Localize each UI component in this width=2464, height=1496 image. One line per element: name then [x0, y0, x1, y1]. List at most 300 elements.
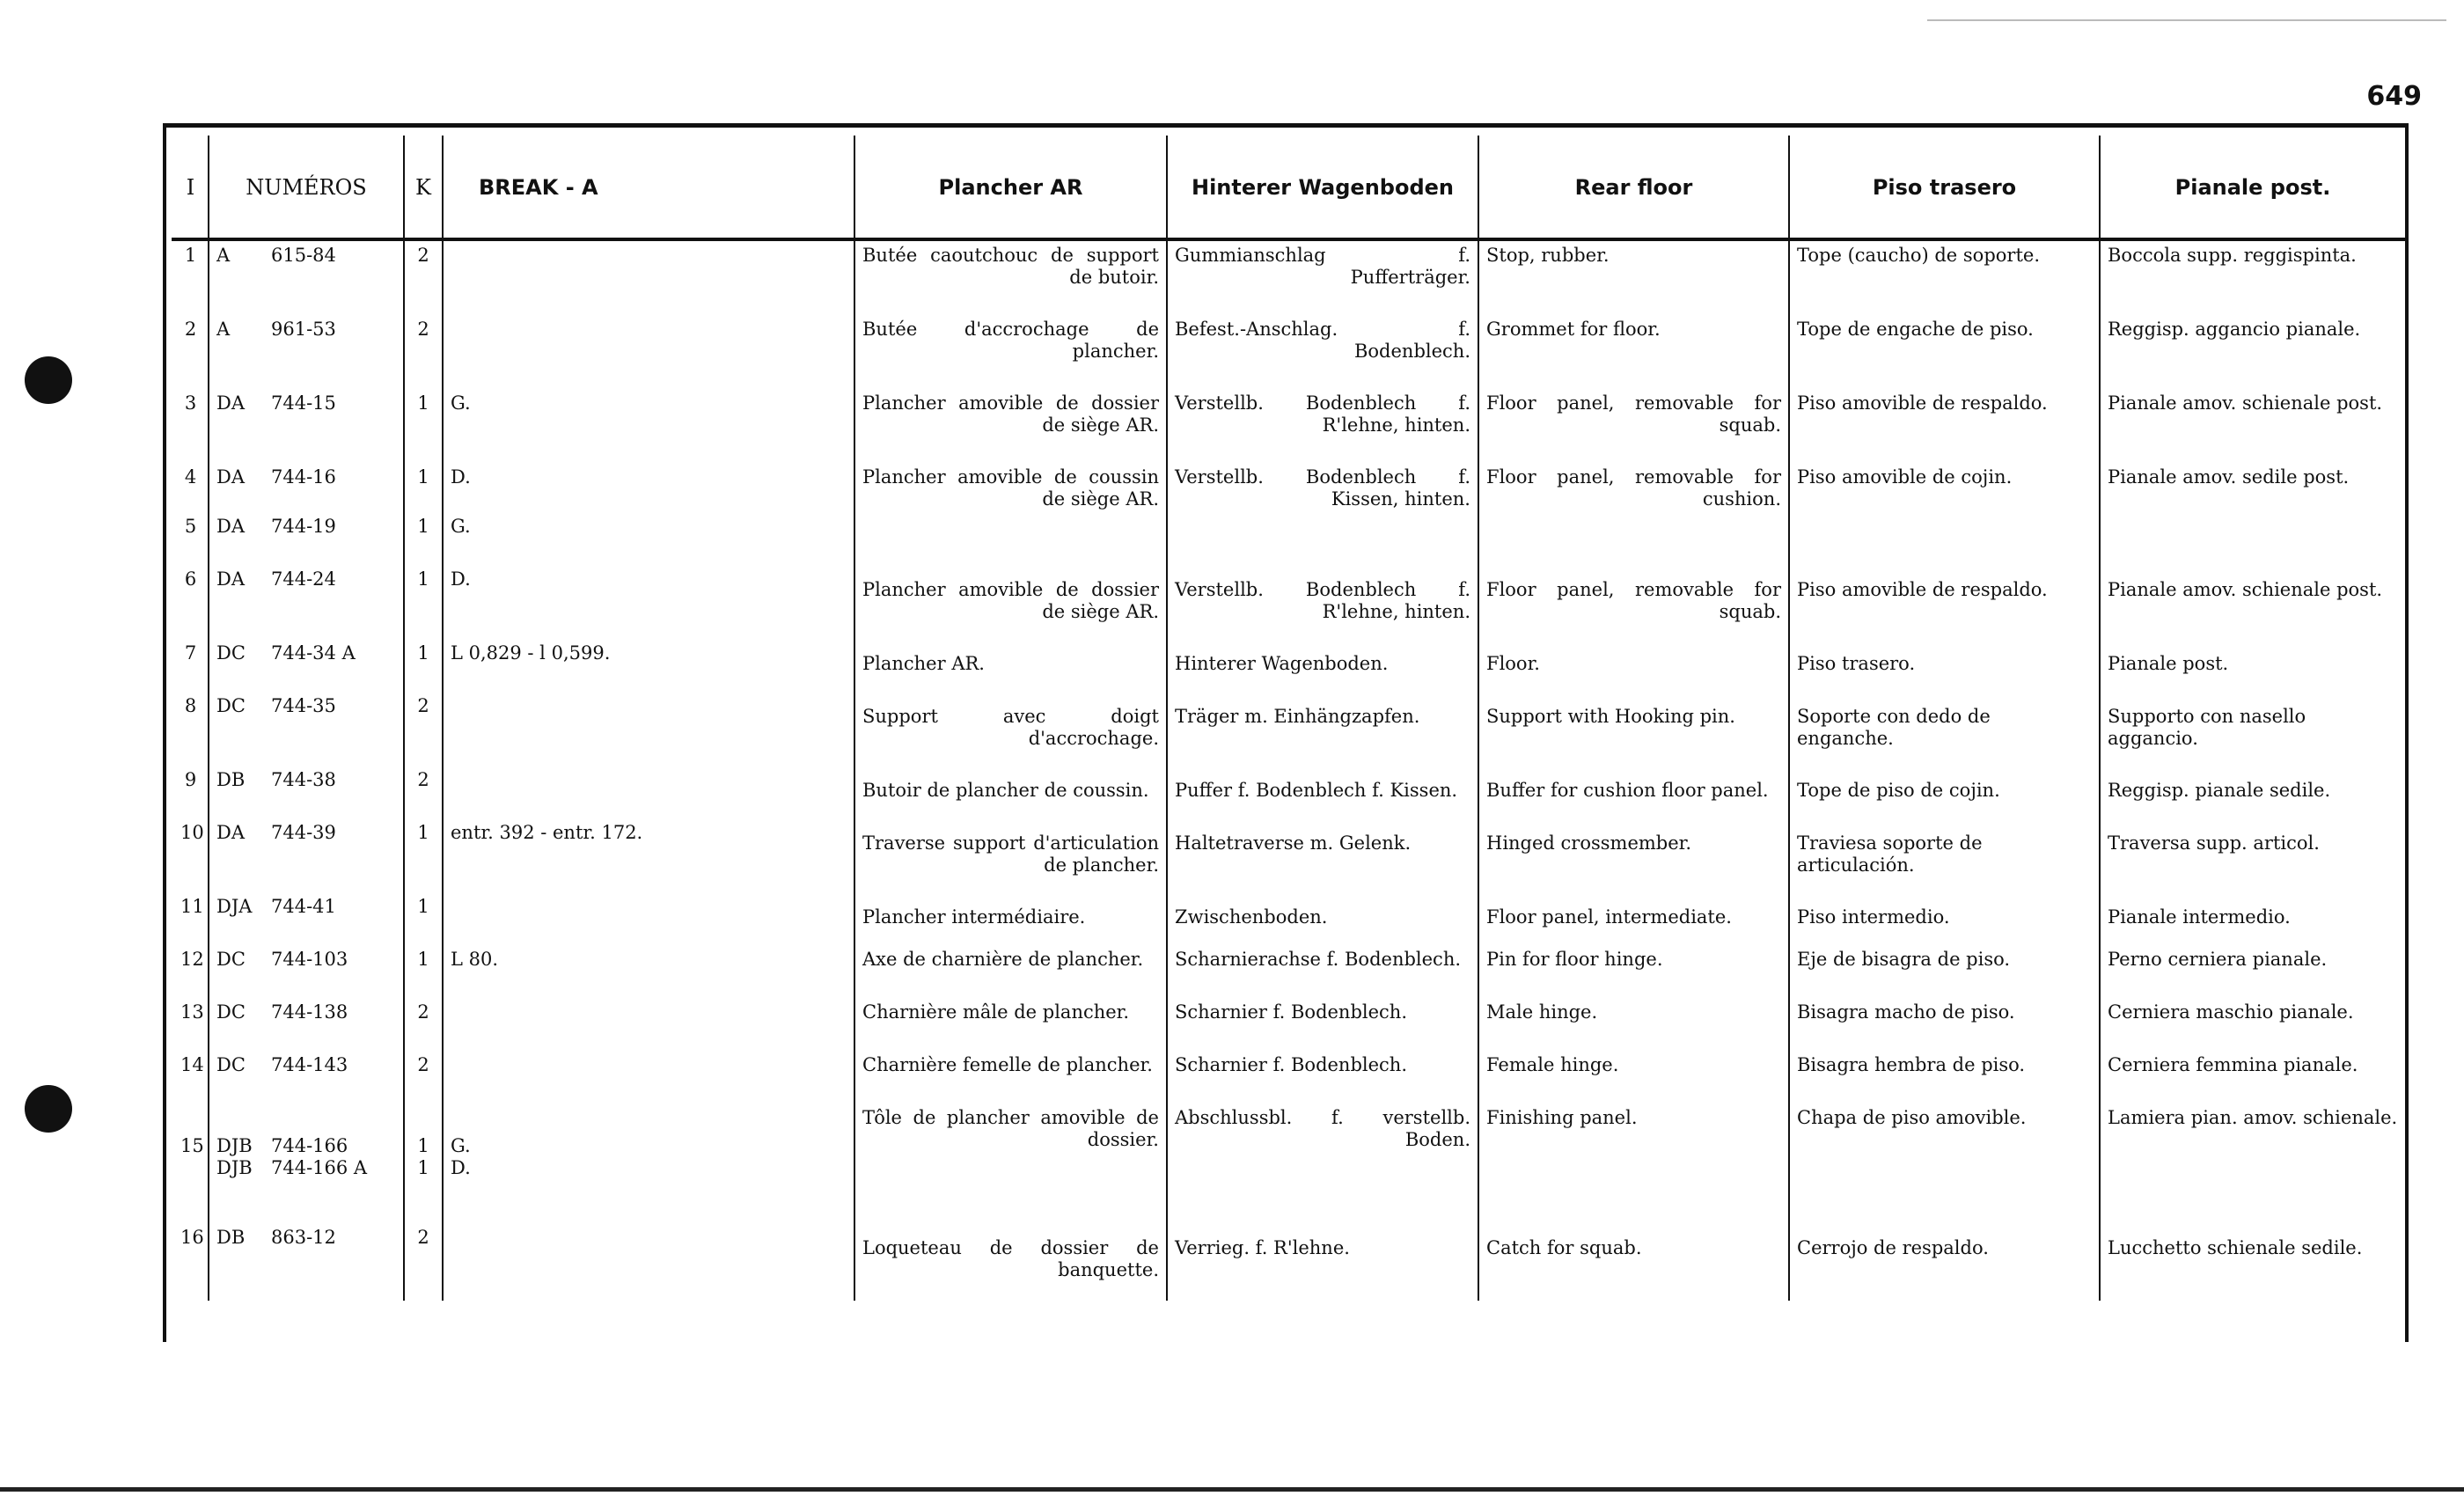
part-number: 744-143 — [271, 1054, 348, 1075]
french-line-1: Plancher AR. — [862, 653, 985, 674]
spanish-text: Bisagra hembra de piso. — [1797, 1054, 2026, 1075]
table-row — [173, 563, 2405, 637]
part-number: 961-53 — [271, 319, 336, 340]
cell-part-number — [209, 891, 404, 943]
spanish-text: Traviesa soporte de articulación. — [1797, 832, 1983, 876]
french-line-1: Plancher amovible de dossier — [862, 579, 1159, 600]
french-line-1: Loqueteau de dossier de — [862, 1237, 1159, 1258]
cell-part-number — [209, 996, 404, 1049]
cell-index — [173, 563, 209, 637]
cell-english — [1478, 1221, 1789, 1301]
cell-index — [173, 239, 209, 313]
german-line-1: Puffer f. Bodenblech f. Kissen. — [1175, 780, 1458, 801]
cell-english — [1478, 510, 1789, 563]
cell-german — [1167, 996, 1478, 1049]
italian-text: Cerniera femmina pianale. — [2108, 1054, 2358, 1075]
quantity: 1 — [417, 1135, 429, 1156]
english-line-1: Support with Hooking pin. — [1486, 706, 1735, 727]
row-index: 2 — [184, 319, 197, 340]
quantity: 1 — [417, 822, 429, 843]
cell-model-note — [443, 239, 854, 313]
english-line-1: Female hinge. — [1486, 1054, 1619, 1075]
cell-spanish — [1789, 690, 2100, 764]
cell-part-number — [209, 313, 404, 387]
part-prefix: DJB — [216, 1157, 253, 1178]
cell-quantity — [404, 690, 443, 764]
part-number: 744-19 — [271, 516, 336, 537]
cell-french — [854, 510, 1167, 563]
cell-spanish — [1789, 563, 2100, 637]
cell-index — [173, 1221, 209, 1301]
cell-part-number — [209, 764, 404, 817]
spanish-text: Tope de piso de cojin. — [1797, 780, 2000, 801]
part-prefix: DJB — [216, 1135, 253, 1156]
french-line-2: dossier. — [1087, 1129, 1159, 1150]
row-index: 5 — [184, 516, 197, 537]
quantity: 1 — [417, 949, 429, 970]
cell-quantity — [404, 943, 443, 996]
cell-index — [173, 817, 209, 891]
cell-english — [1478, 996, 1789, 1049]
spanish-text: Piso amovible de respaldo. — [1797, 392, 2048, 414]
german-line-2: R'lehne, hinten. — [1322, 414, 1470, 436]
cell-english — [1478, 891, 1789, 943]
italian-text: Perno cerniera pianale. — [2108, 949, 2328, 970]
model-note: G. — [451, 1135, 471, 1156]
german-line-1: Gummianschlag f. — [1175, 245, 1470, 266]
italian-text: Reggisp. pianale sedile. — [2108, 780, 2331, 801]
row-spacer — [180, 1107, 201, 1135]
cell-model-note — [443, 1221, 854, 1301]
row-index: 6 — [184, 568, 197, 590]
german-line-1: Haltetraverse m. Gelenk. — [1175, 832, 1412, 854]
table-row — [173, 764, 2405, 817]
cell-part-number — [209, 387, 404, 461]
cell-spanish — [1789, 996, 2100, 1049]
cell-italian — [2100, 690, 2405, 764]
cell-quantity — [404, 817, 443, 891]
cell-german — [1167, 891, 1478, 943]
cell-english — [1478, 1102, 1789, 1221]
part-prefix: A — [216, 319, 231, 340]
spanish-text: Bisagra macho de piso. — [1797, 1001, 2015, 1023]
french-line-2: de siège AR. — [1042, 414, 1159, 436]
table-row — [173, 387, 2405, 461]
cell-german — [1167, 510, 1478, 563]
german-line-2: Boden. — [1404, 1129, 1470, 1150]
row-index: 4 — [184, 466, 197, 488]
german-line-1: Verstellb. Bodenblech f. — [1175, 392, 1470, 414]
model-note: G. — [451, 392, 471, 414]
cell-part-number — [209, 1049, 404, 1102]
french-line-1: Plancher amovible de dossier — [862, 392, 1159, 414]
quantity: 2 — [417, 245, 429, 266]
cell-german — [1167, 1221, 1478, 1301]
german-line-1: Abschlussbl. f. verstellb. — [1175, 1107, 1470, 1128]
cell-quantity — [404, 313, 443, 387]
spanish-text: Tope de engache de piso. — [1797, 319, 2034, 340]
cell-spanish — [1789, 943, 2100, 996]
english-line-1: Floor panel, intermediate. — [1486, 906, 1732, 928]
table-row — [173, 461, 2405, 510]
quantity: 1 — [417, 642, 429, 664]
cell-german — [1167, 563, 1478, 637]
cell-french — [854, 891, 1167, 943]
cell-german — [1167, 817, 1478, 891]
french-line-2: plancher. — [1072, 341, 1159, 362]
cell-index — [173, 996, 209, 1049]
cell-italian — [2100, 239, 2405, 313]
cell-quantity — [404, 239, 443, 313]
cell-german — [1167, 313, 1478, 387]
cell-french — [854, 461, 1167, 510]
cell-italian — [2100, 996, 2405, 1049]
french-line-1: Plancher intermédiaire. — [862, 906, 1086, 928]
cell-model-note — [443, 313, 854, 387]
cell-english — [1478, 313, 1789, 387]
cell-french — [854, 996, 1167, 1049]
part-number: 615-84 — [271, 245, 336, 266]
cell-quantity — [404, 510, 443, 563]
cell-quantity — [404, 387, 443, 461]
cell-german — [1167, 387, 1478, 461]
cell-french — [854, 764, 1167, 817]
cell-german — [1167, 1102, 1478, 1221]
table-row — [173, 996, 2405, 1049]
table-row — [173, 943, 2405, 996]
part-prefix: DA — [216, 822, 246, 843]
quantity: 2 — [417, 1054, 429, 1075]
part-prefix: DA — [216, 516, 246, 537]
french-line-2: de siège AR. — [1042, 488, 1159, 510]
german-line-1: Scharnier f. Bodenblech. — [1175, 1001, 1408, 1023]
row-spacer — [412, 1107, 435, 1135]
spanish-text: Piso amovible de respaldo. — [1797, 579, 2048, 600]
french-line-2: d'accrochage. — [1028, 728, 1159, 749]
french-line-1: Charnière mâle de plancher. — [862, 1001, 1130, 1023]
cell-index — [173, 510, 209, 563]
cell-german — [1167, 461, 1478, 510]
cell-spanish — [1789, 510, 2100, 563]
german-line-2: Kissen, hinten. — [1331, 488, 1470, 510]
cell-italian — [2100, 891, 2405, 943]
model-note: G. — [451, 516, 471, 537]
cell-italian — [2100, 461, 2405, 510]
italian-text: Supporto con nasello aggancio. — [2108, 706, 2306, 749]
row-index: 3 — [184, 392, 197, 414]
cell-english — [1478, 943, 1789, 996]
german-line-1: Zwischenboden. — [1175, 906, 1328, 928]
page-number: 649 — [2366, 81, 2422, 112]
cell-quantity — [404, 1049, 443, 1102]
cell-model-note — [443, 764, 854, 817]
spanish-text: Piso amovible de cojin. — [1797, 466, 2013, 488]
part-number: 744-138 — [271, 1001, 348, 1023]
italian-text: Pianale amov. schienale post. — [2108, 579, 2383, 600]
cell-english — [1478, 817, 1789, 891]
cell-english — [1478, 764, 1789, 817]
cell-spanish — [1789, 1049, 2100, 1102]
quantity: 1 — [417, 466, 429, 488]
cell-spanish — [1789, 637, 2100, 690]
cell-model-note — [443, 943, 854, 996]
quantity: 1 — [417, 516, 429, 537]
col-header-index: I — [186, 175, 195, 200]
english-line-1: Male hinge. — [1486, 1001, 1598, 1023]
part-number: 744-34 A — [271, 642, 356, 664]
cell-spanish — [1789, 461, 2100, 510]
french-line-2: de butoir. — [1069, 267, 1159, 288]
cell-french — [854, 563, 1167, 637]
english-line-1: Grommet for floor. — [1486, 319, 1661, 340]
quantity: 2 — [417, 769, 429, 790]
english-line-1: Floor panel, removable for — [1486, 579, 1781, 600]
part-prefix: DC — [216, 642, 246, 664]
italian-text: Traversa supp. articol. — [2108, 832, 2320, 854]
cell-german — [1167, 764, 1478, 817]
row-index: 11 — [180, 896, 204, 917]
german-line-2: R'lehne, hinten. — [1322, 601, 1470, 622]
bottom-edge-line — [0, 1487, 2464, 1492]
italian-text: Reggisp. aggancio pianale. — [2108, 319, 2361, 340]
french-line-2: de plancher. — [1044, 854, 1159, 876]
french-line-1: Plancher amovible de coussin — [862, 466, 1159, 488]
part-prefix: DC — [216, 949, 246, 970]
cell-quantity — [404, 461, 443, 510]
quantity: 1 — [417, 896, 429, 917]
cell-quantity — [404, 1102, 443, 1221]
part-prefix: DA — [216, 466, 246, 488]
part-prefix: DC — [216, 1001, 246, 1023]
english-line-1: Pin for floor hinge. — [1486, 949, 1663, 970]
row-index: 1 — [184, 245, 197, 266]
part-prefix: A — [216, 245, 231, 266]
table-row — [173, 313, 2405, 387]
cell-index — [173, 690, 209, 764]
part-number: 744-15 — [271, 392, 336, 414]
cell-french — [854, 943, 1167, 996]
french-line-1: Axe de charnière de plancher. — [862, 949, 1144, 970]
cell-model-note — [443, 387, 854, 461]
cell-italian — [2100, 817, 2405, 891]
cell-german — [1167, 690, 1478, 764]
row-index: 12 — [180, 949, 204, 970]
spanish-text: Cerrojo de respaldo. — [1797, 1237, 1989, 1258]
quantity: 1 — [417, 568, 429, 590]
cell-model-note — [443, 891, 854, 943]
cell-part-number — [209, 943, 404, 996]
row-index: 10 — [180, 822, 204, 843]
cell-index — [173, 891, 209, 943]
col-header-numbers: NUMÉROS — [209, 136, 404, 239]
model-note: L 80. — [451, 949, 499, 970]
part-prefix: DA — [216, 392, 246, 414]
cell-spanish — [1789, 764, 2100, 817]
french-line-1: Charnière femelle de plancher. — [862, 1054, 1153, 1075]
row-index: 8 — [184, 695, 197, 716]
part-number: 744-38 — [271, 769, 336, 790]
cell-part-number — [209, 510, 404, 563]
cell-model-note — [443, 637, 854, 690]
english-line-2: cushion. — [1702, 488, 1781, 510]
part-number: 744-39 — [271, 822, 336, 843]
col-header-english: Rear floor — [1478, 136, 1789, 239]
cell-spanish — [1789, 239, 2100, 313]
cell-italian — [2100, 1049, 2405, 1102]
quantity: 2 — [417, 1227, 429, 1248]
part-number: 744-166 A — [271, 1157, 368, 1178]
table-row — [173, 239, 2405, 313]
cell-french — [854, 313, 1167, 387]
german-line-1: Verstellb. Bodenblech f. — [1175, 466, 1470, 488]
cell-german — [1167, 943, 1478, 996]
french-line-1: Butée d'accrochage de — [862, 319, 1159, 340]
quantity: 2 — [417, 695, 429, 716]
cell-english — [1478, 563, 1789, 637]
cell-part-number — [209, 239, 404, 313]
spanish-text: Eje de bisagra de piso. — [1797, 949, 2011, 970]
french-line-1: Traverse support d'articulation — [862, 832, 1159, 854]
german-line-1: Scharnierachse f. Bodenblech. — [1175, 949, 1462, 970]
italian-text: Pianale post. — [2108, 653, 2229, 674]
cell-english — [1478, 461, 1789, 510]
parts-table-body — [173, 239, 2405, 1301]
col-header-german: Hinterer Wagenboden — [1167, 136, 1478, 239]
german-line-1: Befest.-Anschlag. f. — [1175, 319, 1470, 340]
cell-quantity — [404, 891, 443, 943]
cell-index — [173, 461, 209, 510]
part-prefix: DC — [216, 695, 246, 716]
cell-french — [854, 1221, 1167, 1301]
french-line-1: Butée caoutchouc de support — [862, 245, 1159, 266]
cell-part-number — [209, 637, 404, 690]
cell-model-note — [443, 1102, 854, 1221]
cell-spanish — [1789, 817, 2100, 891]
english-line-1: Floor panel, removable for — [1486, 392, 1781, 414]
french-line-1: Butoir de plancher de coussin. — [862, 780, 1149, 801]
cell-part-number — [209, 1102, 404, 1221]
part-number: 863-12 — [271, 1227, 336, 1248]
german-line-1: Träger m. Einhängzapfen. — [1175, 706, 1420, 727]
col-header-qty: K — [404, 136, 443, 239]
part-number: 744-24 — [271, 568, 336, 590]
english-line-1: Buffer for cushion floor panel. — [1486, 780, 1769, 801]
part-number: 744-166 — [271, 1135, 348, 1156]
cell-spanish — [1789, 313, 2100, 387]
cell-italian — [2100, 313, 2405, 387]
quantity: 1 — [417, 392, 429, 414]
row-spacer — [216, 1107, 396, 1135]
cell-german — [1167, 1049, 1478, 1102]
cell-part-number — [209, 461, 404, 510]
german-line-1: Verstellb. Bodenblech f. — [1175, 579, 1470, 600]
col-header-french: Plancher AR — [854, 136, 1167, 239]
cell-spanish — [1789, 1221, 2100, 1301]
table-row — [173, 1049, 2405, 1102]
german-line-1: Verrieg. f. R'lehne. — [1175, 1237, 1350, 1258]
cell-french — [854, 239, 1167, 313]
part-prefix: DC — [216, 1054, 246, 1075]
part-number: 744-41 — [271, 896, 336, 917]
cell-italian — [2100, 764, 2405, 817]
english-line-1: Floor panel, removable for — [1486, 466, 1781, 488]
row-index: 9 — [184, 769, 197, 790]
cell-french — [854, 817, 1167, 891]
cell-english — [1478, 1049, 1789, 1102]
spanish-text: Chapa de piso amovible. — [1797, 1107, 2027, 1128]
row-index: 13 — [180, 1001, 204, 1023]
french-line-1: Tôle de plancher amovible de — [862, 1107, 1159, 1128]
cell-model-note — [443, 461, 854, 510]
cell-french — [854, 1049, 1167, 1102]
italian-text: Pianale intermedio. — [2108, 906, 2291, 928]
french-line-2: de siège AR. — [1042, 601, 1159, 622]
quantity: 2 — [417, 319, 429, 340]
header-row — [173, 136, 2405, 239]
table-row — [173, 510, 2405, 563]
cell-french — [854, 637, 1167, 690]
cell-part-number — [209, 1221, 404, 1301]
cell-part-number — [209, 817, 404, 891]
cell-spanish — [1789, 1102, 2100, 1221]
model-note: D. — [451, 568, 471, 590]
binder-hole — [25, 356, 72, 404]
cell-german — [1167, 239, 1478, 313]
parts-table — [173, 136, 2405, 1301]
italian-text: Pianale amov. schienale post. — [2108, 392, 2383, 414]
german-line-1: Hinterer Wagenboden. — [1175, 653, 1389, 674]
cell-quantity — [404, 637, 443, 690]
spanish-text: Piso intermedio. — [1797, 906, 1950, 928]
cell-part-number — [209, 690, 404, 764]
cell-index — [173, 387, 209, 461]
row-spacer — [451, 1107, 847, 1135]
col-header-spanish: Piso trasero — [1789, 136, 2100, 239]
row-index: 15 — [180, 1135, 204, 1156]
cell-quantity — [404, 996, 443, 1049]
german-line-1: Scharnier f. Bodenblech. — [1175, 1054, 1408, 1075]
cell-model-note — [443, 817, 854, 891]
cell-part-number — [209, 563, 404, 637]
cell-spanish — [1789, 387, 2100, 461]
english-line-1: Hinged crossmember. — [1486, 832, 1692, 854]
row-index: 14 — [180, 1054, 204, 1075]
cell-italian — [2100, 943, 2405, 996]
spanish-text: Soporte con dedo de enganche. — [1797, 706, 1991, 749]
english-line-2: squab. — [1719, 601, 1781, 622]
frame-top-rule — [163, 123, 2407, 128]
table-row — [173, 690, 2405, 764]
english-line-1: Catch for squab. — [1486, 1237, 1642, 1258]
table-row — [173, 637, 2405, 690]
model-note: D. — [451, 1157, 471, 1178]
italian-text: Cerniera maschio pianale. — [2108, 1001, 2354, 1023]
spanish-text: Piso trasero. — [1797, 653, 1916, 674]
model-note: D. — [451, 466, 471, 488]
row-index: 16 — [180, 1227, 204, 1248]
part-prefix: DB — [216, 769, 246, 790]
cell-quantity — [404, 764, 443, 817]
frame-right-rule — [2405, 123, 2409, 1342]
cell-index — [173, 637, 209, 690]
frame-left-rule — [163, 123, 166, 1342]
english-line-2: squab. — [1719, 414, 1781, 436]
english-line-1: Finishing panel. — [1486, 1107, 1638, 1128]
row-index: 7 — [184, 642, 197, 664]
french-line-1: Support avec doigt — [862, 706, 1159, 727]
cell-french — [854, 1102, 1167, 1221]
cell-model-note — [443, 510, 854, 563]
